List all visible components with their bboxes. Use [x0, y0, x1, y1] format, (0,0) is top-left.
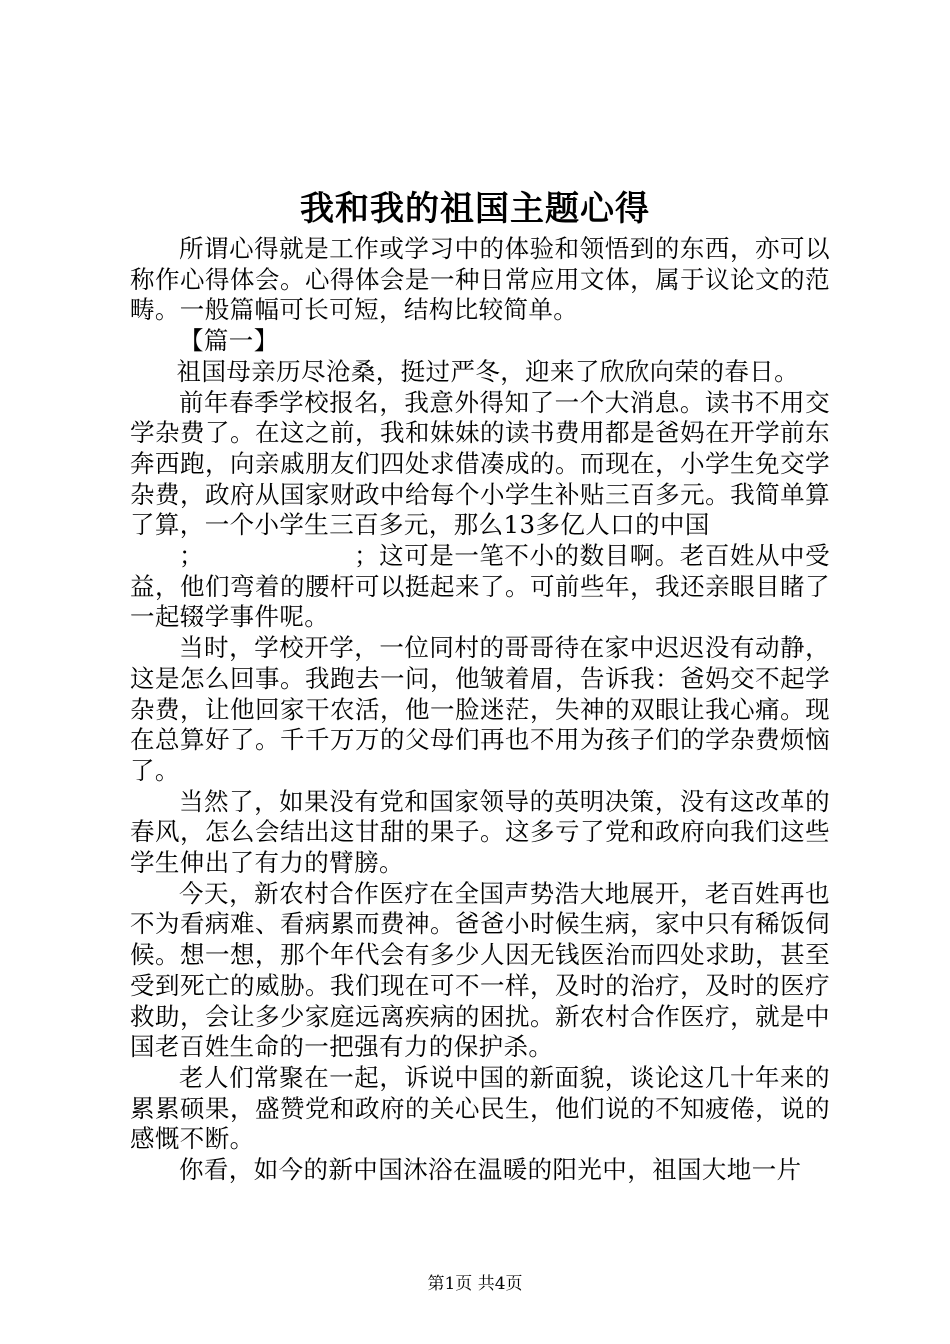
body-paragraph: [130, 388, 830, 634]
body-paragraph: 你看，如今的新中国沐浴在温暖的阳光中，祖国大地一片: [179, 1155, 802, 1185]
body-paragraph: 老人们常聚在一起，诉说中国的新面貌，谈论这几十年来的累累硕果，盛赞党和政府的关心民生，他们说的不知疲倦，说的感慨不断。: [130, 1062, 830, 1154]
semicolon-mark: ；: [179, 541, 204, 571]
document-title: 我和我的祖国主题心得: [300, 189, 650, 229]
page-footer: 第1页 共4页: [427, 1274, 523, 1294]
semicolon-line: [130, 541, 830, 633]
section-heading: 【篇一】: [179, 326, 279, 356]
document-body: [130, 234, 830, 1186]
continued-text: ；这可是一笔不小的数目啊。老百姓从中受益，他们弯着的腰杆可以挺起来了。可前些年，我还亲眼目睹了一起辍学事件呢。: [130, 541, 830, 632]
body-paragraph: 当时，学校开学，一位同村的哥哥待在家中迟迟没有动静，这是怎么回事。我跑去一问，他皱着眉，告诉我：爸妈交不起学杂费，让他回家干农活，他一脸迷茫，失神的双眼让我心痛。现在总算好了。千千万万的父母们再也不用为孩子们的学杂费烦恼了。: [130, 633, 830, 785]
body-paragraph: 今天，新农村合作医疗在全国声势浩大地展开，老百姓再也不为看病难、看病累而费神。爸爸小时候生病，家中只有稀饭伺候。想一想，那个年代会有多少人因无钱医治而四处求助，甚至受到死亡的威胁。我们现在可不一样，及时的治疗，及时的医疗救助，会让多少家庭远离疾病的困扰。新农村合作医疗，就是中国老百姓生命的一把强有力的保护杀。: [130, 878, 830, 1062]
body-paragraph: 祖国母亲历尽沧桑，挺过严冬，迎来了欣欣向荣的春日。: [176, 356, 800, 386]
intro-paragraph: 所谓心得就是工作或学习中的体验和领悟到的东西，亦可以称作心得体会。心得体会是一种日常应用文体，属于议论文的范畴。一般篇幅可长可短，结构比较简单。: [130, 234, 830, 325]
body-paragraph: 当然了，如果没有党和国家领导的英明决策，没有这改革的春风，怎么会结出这甘甜的果子。这多亏了党和政府向我们这些学生伸出了有力的臂膀。: [130, 786, 830, 878]
body-paragraph-text: 前年春季学校报名，我意外得知了一个大消息。读书不用交学杂费了。在这之前，我和妹妹的读书费用都是爸妈在开学前东奔西跑，向亲戚朋友们四处求借凑成的。而现在，小学生免交学杂费，政府从国家财政中给每个小学生补贴三百多元。我简单算了算，一个小学生三百多元，那么13多亿人口的中国: [130, 387, 830, 540]
